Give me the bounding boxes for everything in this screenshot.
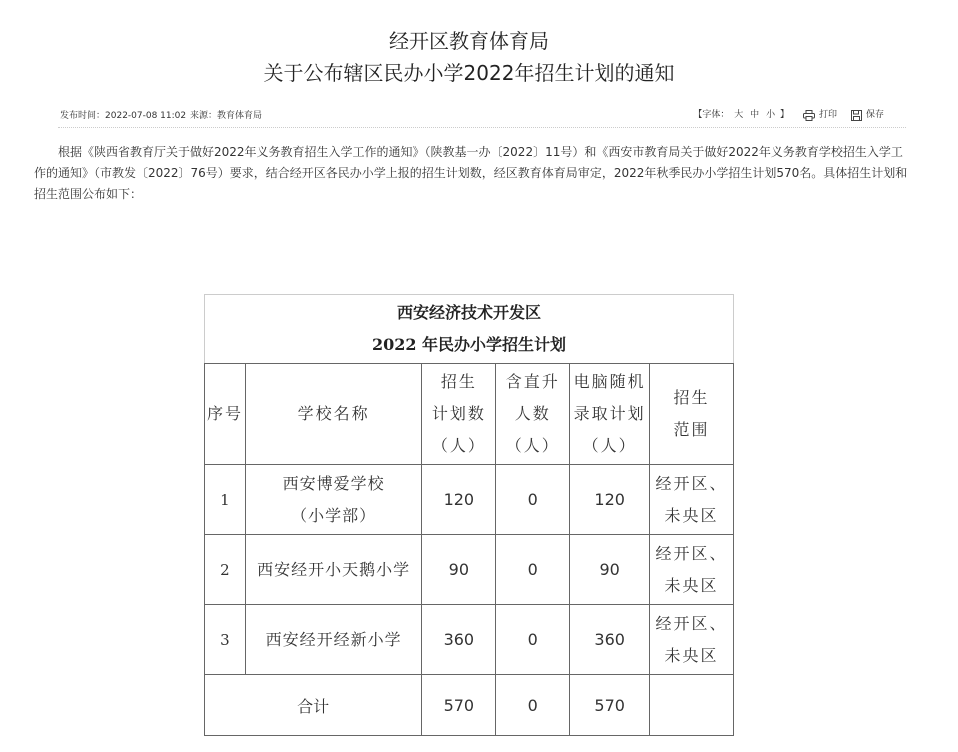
scope-text: 未央区 [664,645,719,665]
print-button[interactable] [803,108,837,122]
row-school [245,535,421,605]
font-large-link[interactable]: 大 [734,110,744,120]
school-name: 西安博爱学校 [282,473,385,493]
printer-icon [803,110,815,121]
total-random: 570 [570,675,650,736]
publish-label: 发布时间： [60,111,106,121]
font-small-link[interactable]: 小 [766,110,776,120]
row-index: 1 [205,465,246,535]
source-value: 教育体育局 [217,111,263,121]
font-medium-link[interactable]: 中 [750,110,760,120]
header-text: （人） [582,436,637,455]
header-text: 招生 [440,372,477,391]
table-row [205,605,734,675]
header-text: 电脑随机 [573,372,646,391]
total-scope [650,675,734,736]
row-scope [650,465,734,535]
save-label: 保存 [865,110,884,120]
table-caption [205,295,734,364]
school-name: 西安经开经新小学 [265,629,402,649]
toolbar [693,108,884,122]
divider [58,127,906,128]
header-text: 人数 [514,404,551,423]
row-school [245,605,421,675]
scope-text: 经开区、 [655,543,728,563]
caption-line-1: 西安经济技术开发区 [396,303,541,322]
header-index: 序号 [205,364,246,465]
row-random: 360 [570,605,650,675]
row-random: 120 [570,465,650,535]
row-school [245,465,421,535]
row-plan: 90 [422,535,496,605]
header-text: 范围 [673,420,710,439]
row-index: 3 [205,605,246,675]
page-subtitle: 关于公布辖区民办小学2022年招生计划的通知 [263,61,675,85]
source-label: 来源： [190,111,218,121]
font-suffix: 】 [779,110,789,120]
print-label: 打印 [818,110,837,120]
table-row [205,535,734,605]
row-scope [650,535,734,605]
table-row [205,465,734,535]
caption-line-2: 2022 年民办小学招生计划 [371,335,567,354]
header-text: （人） [431,436,486,455]
header-plan [422,364,496,465]
school-name-note: （小学部） [291,505,377,525]
scope-text: 经开区、 [655,613,728,633]
header-text: 含直升 [505,372,560,391]
save-button[interactable] [851,108,884,122]
row-random: 90 [570,535,650,605]
row-direct: 0 [496,605,570,675]
scope-text: 未央区 [664,575,719,595]
school-name: 西安经开小天鹅小学 [257,559,411,579]
publish-info [60,110,186,122]
scope-text: 经开区、 [655,473,728,493]
header-text: （人） [505,436,560,455]
total-label: 合计 [205,675,422,736]
row-scope [650,605,734,675]
header-random [570,364,650,465]
header-text: 录取计划 [573,404,646,423]
scope-text: 未央区 [664,505,719,525]
header-scope [650,364,734,465]
save-icon [851,110,862,121]
row-plan: 360 [422,605,496,675]
intro-paragraph: 根据《陕西省教育厅关于做好2022年义务教育招生入学工作的通知》（陕教基一办〔2022〕11号）和《西安市教育局关于做好2022年义务教育学校招生入学工作的通知》（市教发〔2022〕76号）要求，结合经开区各民办小学上报的招生计划数，经区教育体育局审定，2022年秋季民办小学招生计划570名。具体招生计划和招生范围公布如下： [34,145,908,201]
enrollment-plan-table [204,294,734,736]
header-text: 计划数 [431,404,486,423]
page-title: 经开区教育体育局 [389,29,549,53]
font-prefix: 【字体： [693,110,730,120]
header-text: 招生 [673,388,710,407]
row-direct: 0 [496,535,570,605]
row-index: 2 [205,535,246,605]
publish-time: 2022-07-08 11:02 [105,111,187,121]
total-row [205,675,734,736]
header-school: 学校名称 [245,364,421,465]
source-info [190,110,262,122]
header-direct [496,364,570,465]
row-plan: 120 [422,465,496,535]
total-plan: 570 [422,675,496,736]
total-direct: 0 [496,675,570,736]
header-row [205,364,734,465]
row-direct: 0 [496,465,570,535]
font-size-switch [693,108,789,122]
